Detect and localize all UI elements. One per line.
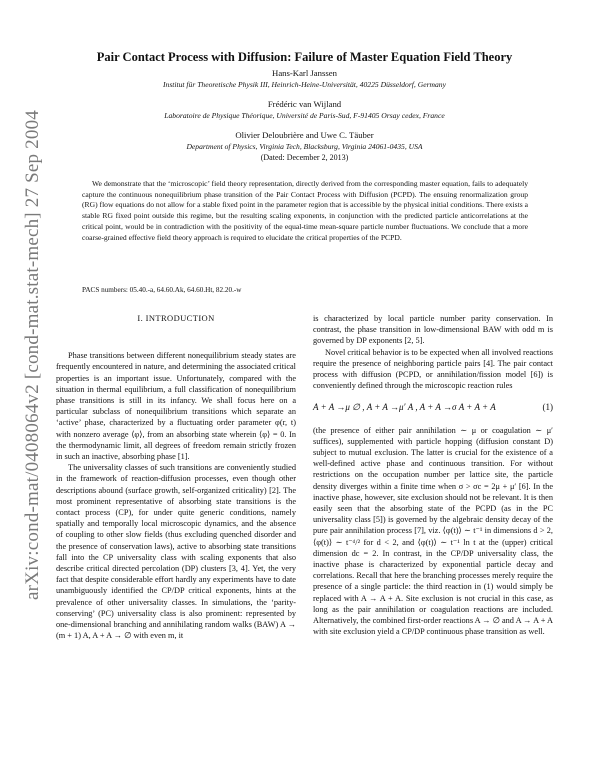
author-affiliation: Institut für Theoretische Physik III, Heinrich-Heine-Universität, 40225 Düsseldorf, Germany [163,80,446,89]
equation-body: A + A →μ ∅ , A + A →μ′ A , A + A →σ A + A + A [313,402,496,413]
author-name: Frédéric van Wijland [267,99,342,109]
paragraph: Novel critical behavior is to be expected when all involved reactions require the presence of neighboring particle pairs [4]. The pair contact process with diffusion (PCPD, or annihilation/fission model [6]) is conveniently defined through the microscopic reaction rules [313,347,553,391]
author-block [56,68,553,163]
equation-1 [313,402,553,413]
paper-title: Pair Contact Process with Diffusion: Failure of Master Equation Field Theory [96,50,513,64]
arxiv-sidebar [0,0,43,776]
paragraph: The universality classes of such transitions are conveniently studied in the framework of reaction-diffusion processes, even though other descriptions abound (surface growth, self-organized criticality) [2]. The most prominent representative of absorbing state transitions is the contact process (CP), for under quite generic conditions, namely spatially and temporally local microscopic dynamics, and the absence of coupling to other slow fields (thus excluding quenched disorder and the presence of conservation laws), active to absorbing state transitions fall into the CP universality class with scaling exponents that also describe critical directed percolation (DP) clusters [3, 4]. Yet, the very fact that despite considerable effort hardly any experiments have to date unambiguously identified the CP/DP critical exponents, hints at the prevalence of other universality classes. In simulations, the ‘parity-conserving’ (PC) universality class is also prominent: represented by one-dimensional branching and annihilating random walks (BAW) A → (m + 1) A, A + A → ∅ with even m, it [56,463,296,641]
paper-page [56,0,553,776]
right-column [313,313,553,637]
paragraph: is characterized by local particle number parity conservation. In contrast, the phase transition in low-dimensional BAW with odd m is governed by DP exponents [2, 5]. [313,314,553,346]
author-name: Olivier Deloubrière and Uwe C. Täuber [235,130,374,140]
equation-number: (1) [542,402,553,413]
left-column [56,313,296,641]
pacs-numbers: PACS numbers: 05.40.-a, 64.60.Ak, 64.60.Ht, 82.20.-w [82,286,242,294]
abstract: We demonstrate that the ‘microscopic’ field theory representation, directly derived from the corresponding master equation, fails to adequately capture the continuous nonequilibrium phase transition of the Pair Contact Process with Diffusion (PCPD). The ensuing renormalization group (RG) flow equations do not allow for a stable fixed point in the parameter region that is accessible by the physical initial conditions. There exists a stable RG fixed point outside this regime, but the resulting scaling exponents, in conjunction with the predicted particle anticorrelations at the critical point, would be in contradiction with the positivity of the equal-time mean-square particle number fluctuations. We conclude that a more coarse-grained effective field theory approach is required to elucidate the critical properties of the PCPD. [82,179,528,242]
author-affiliation: Laboratoire de Physique Théorique, Université de Paris-Sud, F-91405 Orsay cedex, France [164,111,445,120]
author-affiliation: Department of Physics, Virginia Tech, Blacksburg, Virginia 24061-0435, USA [186,142,423,151]
paragraph: (the presence of either pair annihilation ∼ μ or coagulation ∼ μ′ suffices), supplemented with particle hopping (diffusion constant D) subject to mutual exclusion. The latter is crucial for the existence of a well-defined active phase and continuous transition. For without restrictions on the occupation number per lattice site, the particle density diverges within a finite time when σ > σc = 2μ + μ′ [6]. In the inactive phase, however, site exclusion should not be relevant. It is then easily seen that the absorbing state of the PCPD (as in the PC universality class [5]) is governed by the algebraic density decay of the pure pair annihilation process [7], viz. ⟨φ(t)⟩ ∼ t⁻¹ in dimensions d > 2, ⟨φ(t)⟩ ∼ t⁻ᵈ/² for d < 2, and ⟨φ(t)⟩ ∼ t⁻¹ ln t at the (upper) critical dimension dc = 2. In contrast, in the CP/DP universality class, the inactive phase is characterized by exponential particle decay and correlations. Recall that here the branching processes merely require the presence of a single particle: the third reaction in (1) would simply be replaced with A → A + A. Site exclusion is not crucial in this case, as long as the pair annihilation or coagulation reactions are included. Alternatively, the combined first-order reactions A → ∅ and A → A + A with site exclusion yield a CP/DP continuous phase transition as well. [313,425,553,637]
paragraph: Phase transitions between different nonequilibrium steady states are frequently encountered in nature, and determining the associated critical properties is an important issue. Unfortunately, compared with the situation in thermal equilibrium, a full classification of nonequilibrium phase transitions is still in its infancy. We shall focus here on a particular subclass of nonequilibrium transitions which separate an ‘active’ phase, characterized by a fluctuating order parameter φ(r, t) with nonzero average ⟨φ⟩, from an absorbing state wherein ⟨φ⟩ = 0. In the thermodynamic limit, all degrees of freedom remain strictly frozen in such an inactive, absorbing phase [1]. [56,351,296,462]
author-name: Hans-Karl Janssen [272,68,337,78]
date-line: (Dated: December 2, 2013) [260,153,349,162]
section-heading: I. INTRODUCTION [137,313,215,323]
arxiv-identifier: arXiv:cond-mat/0408064v2 [cond-mat.stat-mech] 27 Sep 2004 [22,110,43,600]
